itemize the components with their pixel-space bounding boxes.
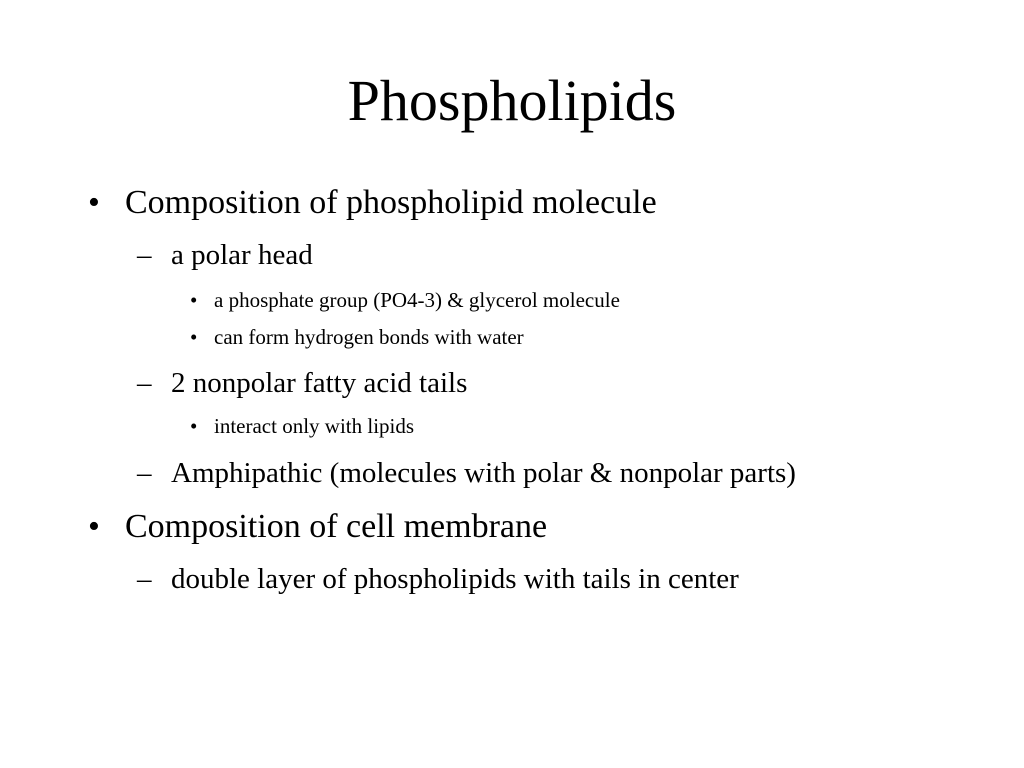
bullet-level2-text: Amphipathic (molecules with polar & nonpolar parts) bbox=[171, 457, 796, 489]
bullet-level2-text: double layer of phospholipids with tails in center bbox=[171, 563, 739, 595]
bullet-level3-text: can form hydrogen bonds with water bbox=[214, 325, 524, 349]
bullet-level2-marker: – bbox=[137, 563, 152, 595]
bullet-level3-marker: • bbox=[190, 288, 198, 312]
bullet-level1-text: Composition of cell membrane bbox=[125, 508, 548, 545]
bullet-level2-marker: – bbox=[137, 239, 152, 271]
bullet-level3-text: interact only with lipids bbox=[214, 414, 415, 438]
bullet-level3-marker: • bbox=[190, 414, 198, 438]
slide-title: Phospholipids bbox=[347, 68, 677, 133]
bullet-level1-text: Composition of phospholipid molecule bbox=[125, 184, 657, 221]
bullet-level3-marker: • bbox=[190, 325, 198, 349]
bullet-level2-marker: – bbox=[137, 457, 152, 489]
bullet-level3-text: a phosphate group (PO4-3) & glycerol molecule bbox=[214, 288, 620, 312]
bullet-level1-marker: • bbox=[88, 508, 100, 545]
bullet-level2-text: 2 nonpolar fatty acid tails bbox=[171, 367, 468, 399]
bullet-level1-marker: • bbox=[88, 184, 100, 221]
bullet-level2-marker: – bbox=[137, 367, 152, 399]
bullet-level2-text: a polar head bbox=[171, 239, 313, 271]
